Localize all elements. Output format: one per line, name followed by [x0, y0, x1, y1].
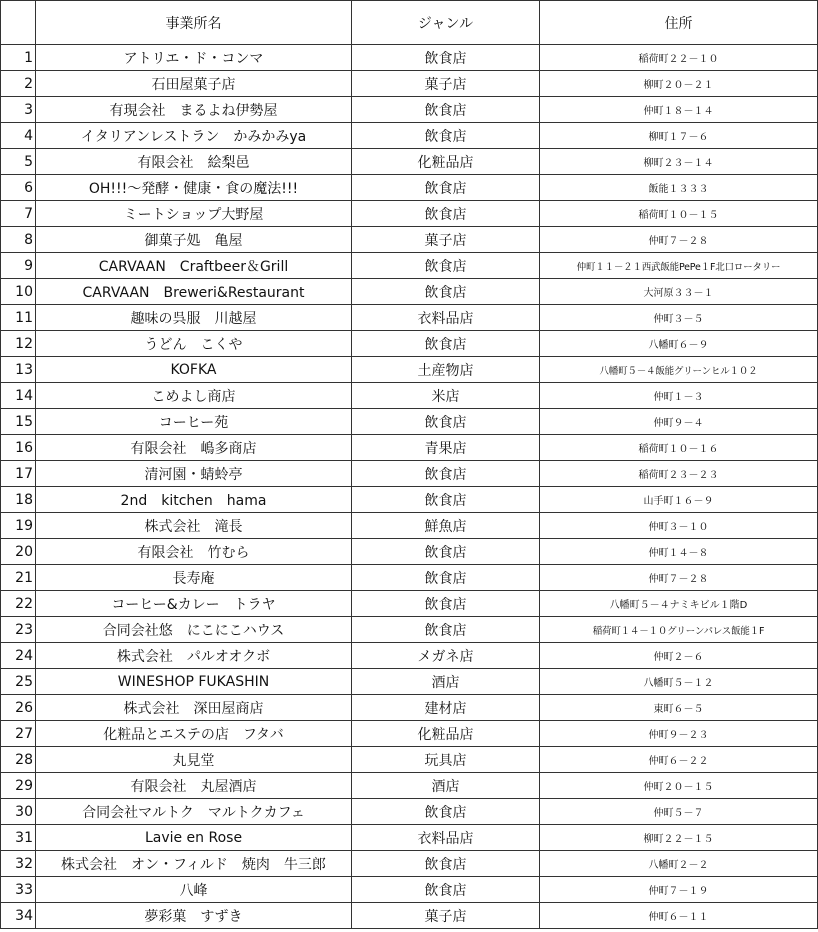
business-name: CARVAAN Craftbeer＆Grill — [36, 253, 352, 279]
row-number: 18 — [1, 487, 36, 513]
business-name: 八峰 — [36, 877, 352, 903]
genre-cell: 菓子店 — [352, 71, 540, 97]
address-cell: 柳町２２－１５ — [540, 825, 818, 851]
table-row — [1, 201, 818, 227]
table-row — [1, 591, 818, 617]
address-cell: 稲荷町２３－２３ — [540, 461, 818, 487]
row-number: 2 — [1, 71, 36, 97]
address-cell: 仲町３－１０ — [540, 513, 818, 539]
address-cell: 仲町７－２８ — [540, 227, 818, 253]
table-row — [1, 721, 818, 747]
table-row — [1, 825, 818, 851]
genre-cell: 米店 — [352, 383, 540, 409]
business-name: 長寿庵 — [36, 565, 352, 591]
genre-cell: 飲食店 — [352, 877, 540, 903]
address-cell: 仲町５－７ — [540, 799, 818, 825]
business-name: Lavie en Rose — [36, 825, 352, 851]
table-row — [1, 773, 818, 799]
genre-cell: 建材店 — [352, 695, 540, 721]
table-body — [1, 45, 818, 929]
address-cell: 東町６－５ — [540, 695, 818, 721]
row-number: 15 — [1, 409, 36, 435]
genre-cell: 菓子店 — [352, 227, 540, 253]
business-name: 有限会社 嶋多商店 — [36, 435, 352, 461]
address-cell: 稲荷町２２－１０ — [540, 45, 818, 71]
table-row — [1, 97, 818, 123]
genre-cell: 飲食店 — [352, 253, 540, 279]
table-row — [1, 695, 818, 721]
genre-cell: 飲食店 — [352, 851, 540, 877]
genre-cell: 青果店 — [352, 435, 540, 461]
row-number: 28 — [1, 747, 36, 773]
business-name: CARVAAN Breweri&Restaurant — [36, 279, 352, 305]
genre-cell: 玩具店 — [352, 747, 540, 773]
table-row — [1, 253, 818, 279]
address-cell: 山手町１６－９ — [540, 487, 818, 513]
business-name: 有限会社 丸屋酒店 — [36, 773, 352, 799]
table-row — [1, 383, 818, 409]
business-name: 合同会社悠 にこにこハウス — [36, 617, 352, 643]
table-row — [1, 71, 818, 97]
header-no — [1, 1, 36, 45]
address-cell: 仲町２－６ — [540, 643, 818, 669]
genre-cell: 飲食店 — [352, 123, 540, 149]
table-row — [1, 123, 818, 149]
row-number: 6 — [1, 175, 36, 201]
address-cell: 仲町７－２８ — [540, 565, 818, 591]
address-cell: 大河原３３－１ — [540, 279, 818, 305]
table-row — [1, 45, 818, 71]
row-number: 4 — [1, 123, 36, 149]
business-name: 有限会社 絵梨邑 — [36, 149, 352, 175]
address-cell: 柳町２０－２１ — [540, 71, 818, 97]
address-cell: 仲町１１－２１西武飯能PePe１F北口ロータリー — [540, 253, 818, 279]
business-name: 清河園・蜻蛉亭 — [36, 461, 352, 487]
row-number: 22 — [1, 591, 36, 617]
row-number: 19 — [1, 513, 36, 539]
business-name: イタリアンレストラン かみかみya — [36, 123, 352, 149]
table-row — [1, 279, 818, 305]
table-row — [1, 513, 818, 539]
row-number: 8 — [1, 227, 36, 253]
genre-cell: 飲食店 — [352, 617, 540, 643]
address-cell: 八幡町２－２ — [540, 851, 818, 877]
table-row — [1, 799, 818, 825]
business-name: こめよし商店 — [36, 383, 352, 409]
business-name: コーヒー&カレー トラヤ — [36, 591, 352, 617]
genre-cell: 飲食店 — [352, 409, 540, 435]
table-row — [1, 903, 818, 929]
table-row — [1, 851, 818, 877]
row-number: 26 — [1, 695, 36, 721]
table-row — [1, 149, 818, 175]
table-row — [1, 643, 818, 669]
table-row — [1, 227, 818, 253]
genre-cell: 酒店 — [352, 773, 540, 799]
business-name: 有限会社 竹むら — [36, 539, 352, 565]
row-number: 12 — [1, 331, 36, 357]
business-name: 趣味の呉服 川越屋 — [36, 305, 352, 331]
header-name: 事業所名 — [36, 1, 352, 45]
genre-cell: 飲食店 — [352, 175, 540, 201]
table-row — [1, 747, 818, 773]
table-row — [1, 461, 818, 487]
address-cell: 仲町１－３ — [540, 383, 818, 409]
address-cell: 稲荷町１０－１６ — [540, 435, 818, 461]
genre-cell: 土産物店 — [352, 357, 540, 383]
business-name: KOFKA — [36, 357, 352, 383]
table-row — [1, 487, 818, 513]
genre-cell: 飲食店 — [352, 799, 540, 825]
address-cell: 飯能１３３３ — [540, 175, 818, 201]
row-number: 1 — [1, 45, 36, 71]
genre-cell: 鮮魚店 — [352, 513, 540, 539]
header-row — [1, 1, 818, 45]
row-number: 31 — [1, 825, 36, 851]
genre-cell: 化粧品店 — [352, 149, 540, 175]
business-name: 有現会社 まるよね伊勢屋 — [36, 97, 352, 123]
genre-cell: 飲食店 — [352, 539, 540, 565]
table-row — [1, 539, 818, 565]
address-cell: 仲町１８－１４ — [540, 97, 818, 123]
row-number: 10 — [1, 279, 36, 305]
business-name: 化粧品とエステの店 フタバ — [36, 721, 352, 747]
business-name: ミートショップ大野屋 — [36, 201, 352, 227]
row-number: 17 — [1, 461, 36, 487]
row-number: 14 — [1, 383, 36, 409]
genre-cell: 衣料品店 — [352, 305, 540, 331]
business-name: 合同会社マルトク マルトクカフェ — [36, 799, 352, 825]
business-name: 石田屋菓子店 — [36, 71, 352, 97]
business-name: WINESHOP FUKASHIN — [36, 669, 352, 695]
address-cell: 仲町７－１９ — [540, 877, 818, 903]
table-row — [1, 357, 818, 383]
row-number: 34 — [1, 903, 36, 929]
table-row — [1, 617, 818, 643]
genre-cell: 飲食店 — [352, 591, 540, 617]
row-number: 20 — [1, 539, 36, 565]
business-name: 丸見堂 — [36, 747, 352, 773]
row-number: 5 — [1, 149, 36, 175]
address-cell: 稲荷町１０－１５ — [540, 201, 818, 227]
genre-cell: 飲食店 — [352, 461, 540, 487]
row-number: 27 — [1, 721, 36, 747]
business-name: 株式会社 オン・フィルド 焼肉 牛三郎 — [36, 851, 352, 877]
address-cell: 八幡町６－９ — [540, 331, 818, 357]
address-cell: 仲町９－４ — [540, 409, 818, 435]
address-cell: 柳町２３－１４ — [540, 149, 818, 175]
row-number: 21 — [1, 565, 36, 591]
genre-cell: メガネ店 — [352, 643, 540, 669]
business-name: OH!!!～発酵・健康・食の魔法!!! — [36, 175, 352, 201]
genre-cell: 酒店 — [352, 669, 540, 695]
genre-cell: 化粧品店 — [352, 721, 540, 747]
genre-cell: 飲食店 — [352, 279, 540, 305]
genre-cell: 飲食店 — [352, 331, 540, 357]
table-row — [1, 565, 818, 591]
business-name: うどん こくや — [36, 331, 352, 357]
table-row — [1, 305, 818, 331]
address-cell: 仲町９－２３ — [540, 721, 818, 747]
row-number: 16 — [1, 435, 36, 461]
business-name: コーヒー苑 — [36, 409, 352, 435]
genre-cell: 飲食店 — [352, 487, 540, 513]
address-cell: 八幡町５－４飯能グリーンヒル１０２ — [540, 357, 818, 383]
address-cell: 仲町３－５ — [540, 305, 818, 331]
genre-cell: 飲食店 — [352, 45, 540, 71]
address-cell: 八幡町５－４ナミキビル１階D — [540, 591, 818, 617]
row-number: 33 — [1, 877, 36, 903]
address-cell: 柳町１７－６ — [540, 123, 818, 149]
header-genre: ジャンル — [352, 1, 540, 45]
genre-cell: 菓子店 — [352, 903, 540, 929]
address-cell: 八幡町５－１２ — [540, 669, 818, 695]
row-number: 11 — [1, 305, 36, 331]
business-name: 株式会社 パルオオクボ — [36, 643, 352, 669]
business-name: 株式会社 深田屋商店 — [36, 695, 352, 721]
row-number: 3 — [1, 97, 36, 123]
address-cell: 仲町６－１１ — [540, 903, 818, 929]
table-row — [1, 331, 818, 357]
table-row — [1, 435, 818, 461]
business-name: 株式会社 滝長 — [36, 513, 352, 539]
row-number: 23 — [1, 617, 36, 643]
address-cell: 仲町６－２２ — [540, 747, 818, 773]
header-address: 住所 — [540, 1, 818, 45]
genre-cell: 飲食店 — [352, 201, 540, 227]
business-name: 御菓子処 亀屋 — [36, 227, 352, 253]
table-row — [1, 669, 818, 695]
business-name: アトリエ・ド・コンマ — [36, 45, 352, 71]
row-number: 24 — [1, 643, 36, 669]
row-number: 30 — [1, 799, 36, 825]
address-cell: 仲町１４－８ — [540, 539, 818, 565]
business-name: 夢彩菓 すずき — [36, 903, 352, 929]
row-number: 32 — [1, 851, 36, 877]
row-number: 9 — [1, 253, 36, 279]
genre-cell: 飲食店 — [352, 97, 540, 123]
row-number: 13 — [1, 357, 36, 383]
table-row — [1, 409, 818, 435]
genre-cell: 飲食店 — [352, 565, 540, 591]
table-row — [1, 877, 818, 903]
address-cell: 仲町２０－１５ — [540, 773, 818, 799]
table-row — [1, 175, 818, 201]
business-name: 2nd kitchen hama — [36, 487, 352, 513]
row-number: 29 — [1, 773, 36, 799]
genre-cell: 衣料品店 — [352, 825, 540, 851]
row-number: 25 — [1, 669, 36, 695]
address-cell: 稲荷町１４－１０グリーンパレス飯能１F — [540, 617, 818, 643]
row-number: 7 — [1, 201, 36, 227]
